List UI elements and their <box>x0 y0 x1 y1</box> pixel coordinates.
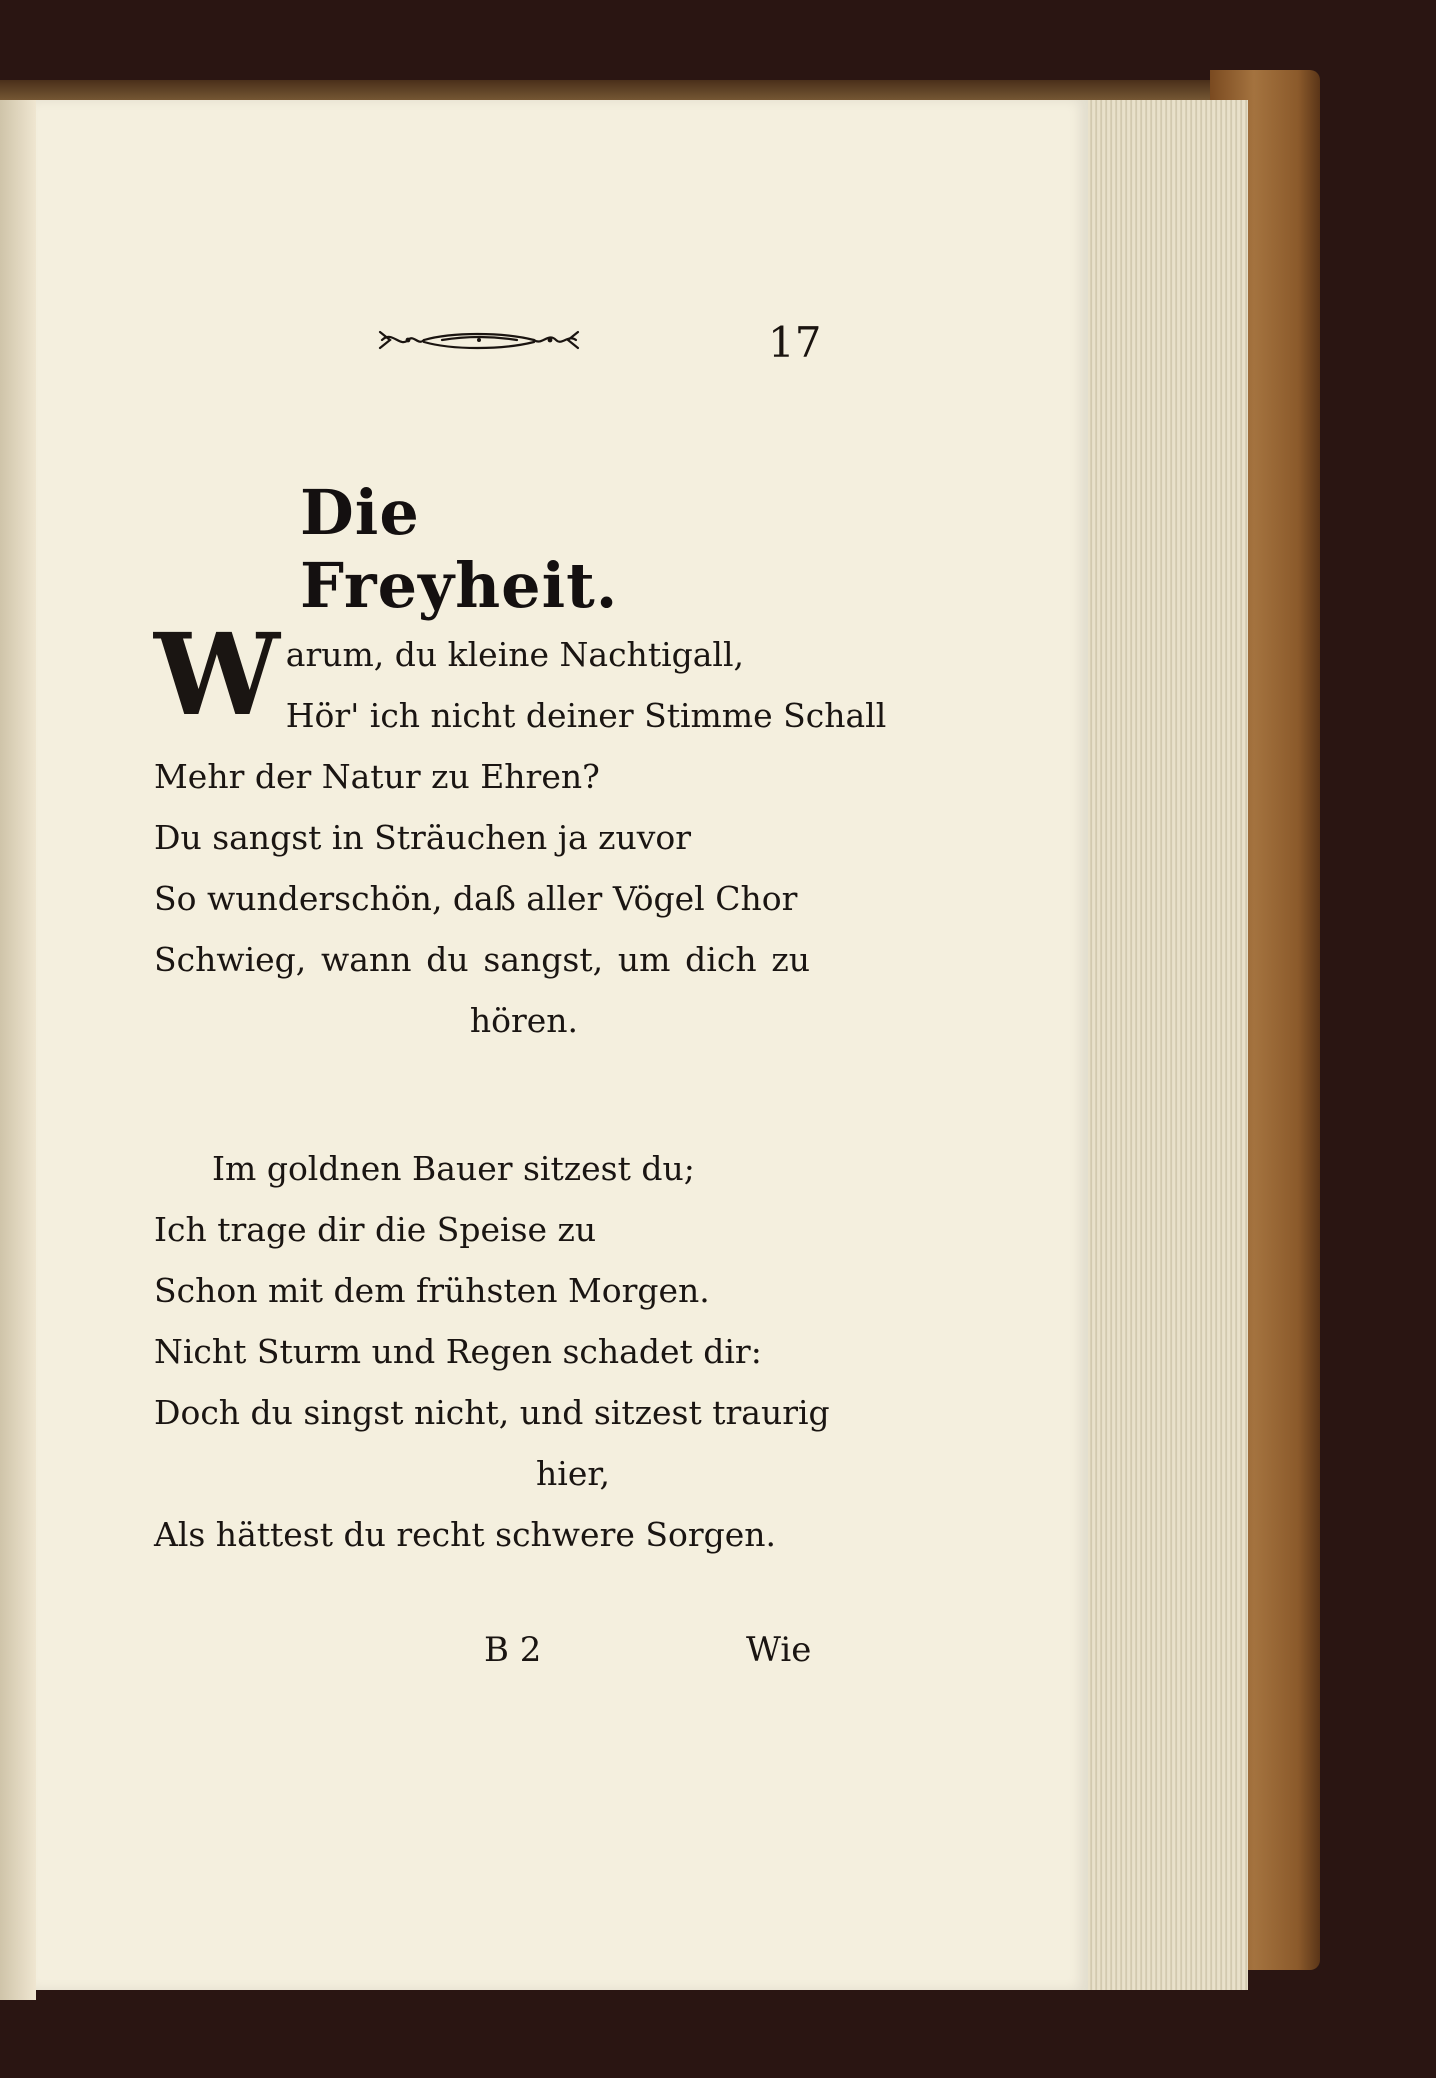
signature-mark: B 2 <box>484 1630 542 1670</box>
poem-line: So wunderschön, daß aller Vögel Chor <box>154 879 798 918</box>
drop-cap: W <box>154 610 280 741</box>
poem-line: Ich trage dir die Speise zu <box>154 1210 597 1249</box>
poem-line: Nicht Sturm und Regen schadet dir: <box>154 1332 762 1371</box>
poem-line: Schwieg, wann du sangst, um dich zu <box>154 940 810 979</box>
poem-line-turnover: hören. <box>469 1001 578 1040</box>
poem-line: Im goldnen Bauer sitzest du; <box>212 1149 695 1188</box>
scroll-ornament-icon <box>372 318 586 362</box>
left-page-edge <box>0 100 36 2000</box>
stanza-1 <box>154 610 887 1051</box>
poem-line: Doch du singst nicht, und sitzest traurig <box>154 1393 830 1432</box>
poem-line: Mehr der Natur zu Ehren? <box>154 757 600 796</box>
poem-line: Schon mit dem frühsten Morgen. <box>154 1271 710 1310</box>
page-edges <box>1088 100 1248 1990</box>
page-number: 17 <box>768 318 822 367</box>
poem-line: arum, du kleine Nachtigall, <box>285 635 745 674</box>
poem-line: Als hättest du recht schwere Sorgen. <box>154 1515 777 1554</box>
catchword: Wie <box>746 1630 812 1670</box>
stanza-2 <box>154 1138 830 1565</box>
poem-line-turnover: hier, <box>536 1454 610 1493</box>
poem-line: Du sangst in Sträuchen ja zuvor <box>154 818 692 857</box>
poem-title: Die Freyheit. <box>300 476 619 622</box>
poem-line: Hör' ich nicht deiner Stimme Schall <box>285 696 887 735</box>
